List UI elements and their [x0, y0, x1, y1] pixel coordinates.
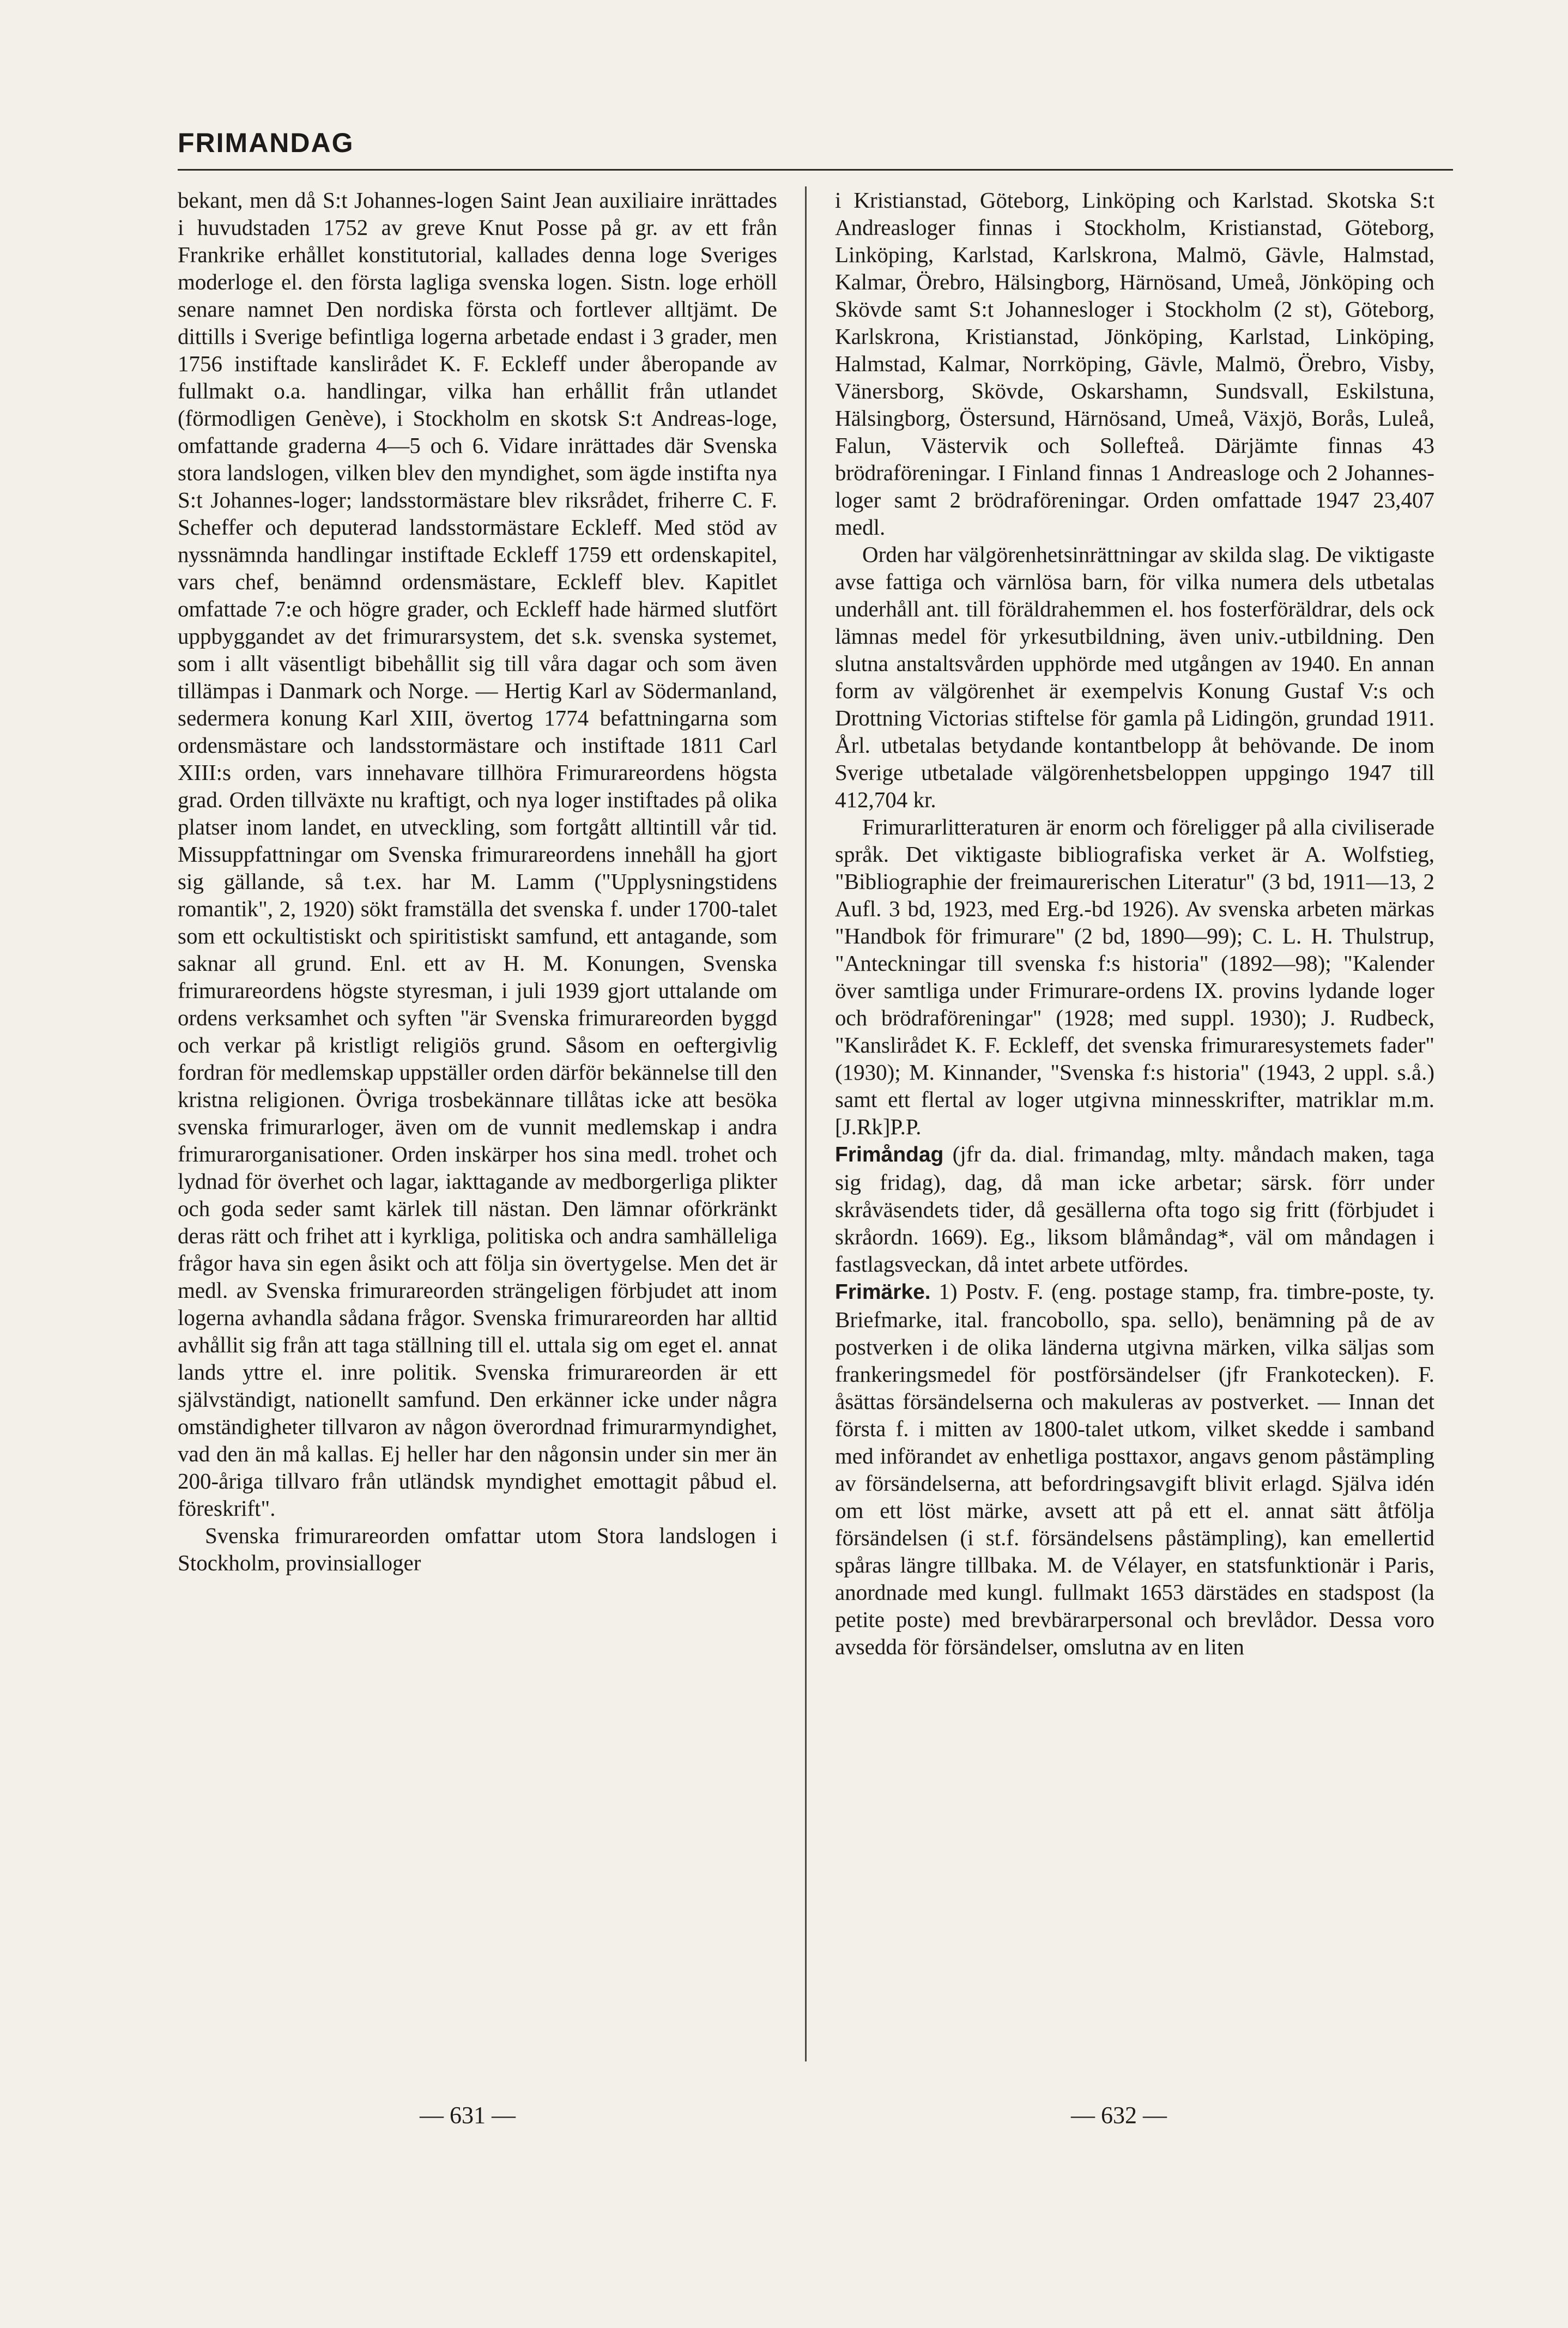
entry-frimandag-text: (jfr da. dial. frimandag, mlty. måndach maken, taga sig fridag), dag, då man icke arbetar; särsk. förr under skråväsendets tider, då gesällerna ofta togo sig fritt (förbjudet i skråordn. 1669). Eg., liksom blåmåndag*, väl om måndagen i fastlagsveckan, då intet arbete utfördes. [835, 1141, 1434, 1277]
header-rule [178, 169, 1453, 171]
entry-frimandag [835, 1140, 1434, 1278]
entry-frimarke-text: 1) Postv. F. (eng. postage stamp, fra. timbre-poste, ty. Briefmarke, ital. francobollo, spa. sello), benämning på de av postverken i de olika länderna utgivna märken, vilka säljas som frankeringsmedel för postförsändelser (jfr Frankotecken). F. åsättas försändelserna och makuleras av postverket. — Innan det första f. i mitten av 1800-talet utkom, vilket skedde i samband med införandet av enhetliga posttaxor, angavs genom påstämpling av försändelserna, att befordringsavgift blivit erlagd. Själva idén om ett löst märke, avsett att på ett el. annat sätt åtfölja försändelsen (i st.f. försändelsens påstämpling), kan emellertid spåras längre tillbaka. M. de Vélayer, en statsfunktionär i Paris, anordnade med kungl. fullmakt 1653 därstädes en stadspost (la petite poste) med brevbärarpersonal och brevlådor. Dessa voro avsedda för försändelser, omslutna av en liten [835, 1279, 1434, 1659]
page-number-right: — 632 — [1071, 2102, 1167, 2129]
right-paragraph-1: i Kristianstad, Göteborg, Linköping och Karlstad. Skotska S:t Andreasloger finnas i Stockholm, Kristianstad, Göteborg, Linköping, Karlstad, Karlskrona, Malmö, Gävle, Halmstad, Kalmar, Örebro, Hälsingborg, Härnösand, Umeå, Jönköping och Skövde samt S:t Johannesloger i Stockholm (2 st), Göteborg, Karlskrona, Kristianstad, Jönköping, Karlstad, Linköping, Halmstad, Kalmar, Norrköping, Gävle, Malmö, Örebro, Visby, Vänersborg, Skövde, Oskarshamn, Sundsvall, Eskilstuna, Hälsingborg, Östersund, Härnösand, Umeå, Växjö, Borås, Luleå, Falun, Västervik och Sollefteå. Därjämte finnas 43 brödraföreningar. I Finland finnas 1 Andreasloge och 2 Johannes-loger samt 2 brödraföreningar. Orden omfattade 1947 23,407 medl. [835, 188, 1434, 540]
right-column [835, 186, 1434, 2061]
headword-frimarke: Frimärke. [835, 1280, 931, 1304]
right-paragraph-3: Frimurarlitteraturen är enorm och föreligger på alla civiliserade språk. Det viktigaste bibliografiska verket är A. Wolfstieg, "Bibliographie der freimaurerischen Literatur" (3 bd, 1911—13, 2 Aufl. 3 bd, 1923, med Erg.-bd 1926). Av svenska arbeten märkas "Handbok för frimurare" (2 bd, 1890—99); C. L. H. Thulstrup, "Anteckningar till svenska f:s historia" (1892—98); "Kalender över samtliga under Frimurare-ordens IX. provins lydande loger och brödraföreningar" (1928; med suppl. 1930); J. Rudbeck, "Kanslirådet K. F. Eckleff, det svenska frimuraresystemets fader" (1930); M. Kinnander, "Svenska f:s historia" (1943, 2 uppl. s.å.) samt ett flertal av loger utgivna minnesskrifter, matriklar m.m. [J.Rk]P.P. [835, 814, 1434, 1139]
column-divider [805, 186, 807, 2061]
right-paragraph-2: Orden har välgörenhetsinrättningar av skilda slag. De viktigaste avse fattiga och värnlösa barn, för vilka numera dels utbetalas underhåll ant. till föräldrahemmen el. hos fosterföräldrar, dels ock lämnas medel för yrkesutbildning, även univ.-utbildning. Den slutna anstaltsvården upphörde med utgången av 1940. En annan form av välgörenhet är exempelvis Konung Gustaf V:s och Drottning Victorias stiftelse för gamla på Lidingön, grundad 1911. Årl. utbetalas betydande kontantbelopp åt behövande. De inom Sverige utbetalade välgörenhetsbeloppen uppgingo 1947 till 412,704 kr. [835, 542, 1434, 812]
entry-frimarke [835, 1278, 1434, 1660]
left-paragraph-2: Svenska frimurareorden omfattar utom Stora landslogen i Stockholm, provinsialloger [178, 1523, 777, 1575]
page-number-left: — 631 — [420, 2102, 516, 2129]
running-header: FRIMANDAG [178, 128, 354, 158]
left-column [178, 186, 777, 2061]
headword-frimandag: Frimåndag [835, 1143, 944, 1166]
left-paragraph-1: bekant, men då S:t Johannes-logen Saint Jean auxiliaire inrättades i huvudstaden 1752 av greve Knut Posse på gr. av ett från Frankrike erhållet konstitutorial, kallades denna loge Sveriges moderloge el. den första lagliga svenska logen. Sistn. loge erhöll senare namnet Den nordiska första och fortlever alltjämt. De dittills i Sverige befintliga logerna arbetade endast i 3 grader, men 1756 instiftade kanslirådet K. F. Eckleff under åberopande av fullmakt o.a. handlingar, vilka han erhållit från utlandet (förmodligen Genève), i Stockholm en skotsk S:t Andreas-loge, omfattande graderna 4—5 och 6. Vidare inrättades där Svenska stora landslogen, vilken blev den myndighet, som ägde instifta nya S:t Johannes-loger; landsstormästare blev riksrådet, friherre C. F. Scheffer och deputerad landsstormästare Eckleff. Med stöd av nyssnämnda handlingar instiftade Eckleff 1759 ett ordenskapitel, vars chef, benämnd ordensmästare, Eckleff blev. Kapitlet omfattade 7:e och högre grader, och Eckleff hade härmed slutfört uppbyggandet av det frimurarsystem, det s.k. svenska systemet, som i allt väsentligt bibehållit sig till våra dagar och som även tillämpas i Danmark och Norge. — Hertig Karl av Södermanland, sedermera konung Karl XIII, övertog 1774 befattningarna som ordensmästare och landsstormästare och instiftade 1811 Carl XIII:s orden, vars innehavare tillhöra Frimurareordens högsta grad. Orden tillväxte nu kraftigt, och nya loger instiftades på olika platser inom landet, en utveckling, som fortgått alltintill vår tid. Missuppfattningar om Svenska frimurareordens innehåll ha gjort sig gällande, så t.ex. har M. Lamm ("Upplysningstidens romantik", 2, 1920) sökt framställa det svenska f. under 1700-talet som ett ockultistiskt och spiritistiskt samfund, ett antagande, som saknar all grund. Enl. ett av H. M. Konungen, Svenska frimurareordens högste styresman, i juli 1939 gjort uttalande om ordens verksamhet och syften "är Svenska frimurareorden byggd och verkar på kristligt religiös grund. Såsom en oeftergivlig fordran för medlemskap uppställer orden därför bekännelse till den kristna religionen. Övriga trosbekännare tillåtas icke att besöka svenska frimurarloger, även om de vunnit medlemskap i andra frimurarorganisationer. Orden inskärper hos sina medl. trohet och lydnad för överhet och lagar, iakttagande av medborgerliga plikter och goda seder samt kärlek till nästan. Den lämnar oförkränkt deras rätt och frihet att i kyrkliga, politiska och andra samhälleliga frågor hava sin egen åsikt och att följa sin övertygelse. Men det är medl. av Svenska frimurareorden strängeligen förbjudet att inom logerna avhandla sådana frågor. Svenska frimurareorden har alltid avhållit sig från att taga ställning till el. uttala sig om eget el. annat lands yttre el. inre politik. Svenska frimurareorden är ett självständigt, nationellt samfund. Den erkänner icke under några omständigheter tillvaron av någon överordnad frimurarmyndighet, vad den än må kallas. Ej heller har den någonsin under sin mer än 200-åriga tillvaro från utländsk myndighet emottagit påbud el. föreskrift". [178, 188, 777, 1521]
